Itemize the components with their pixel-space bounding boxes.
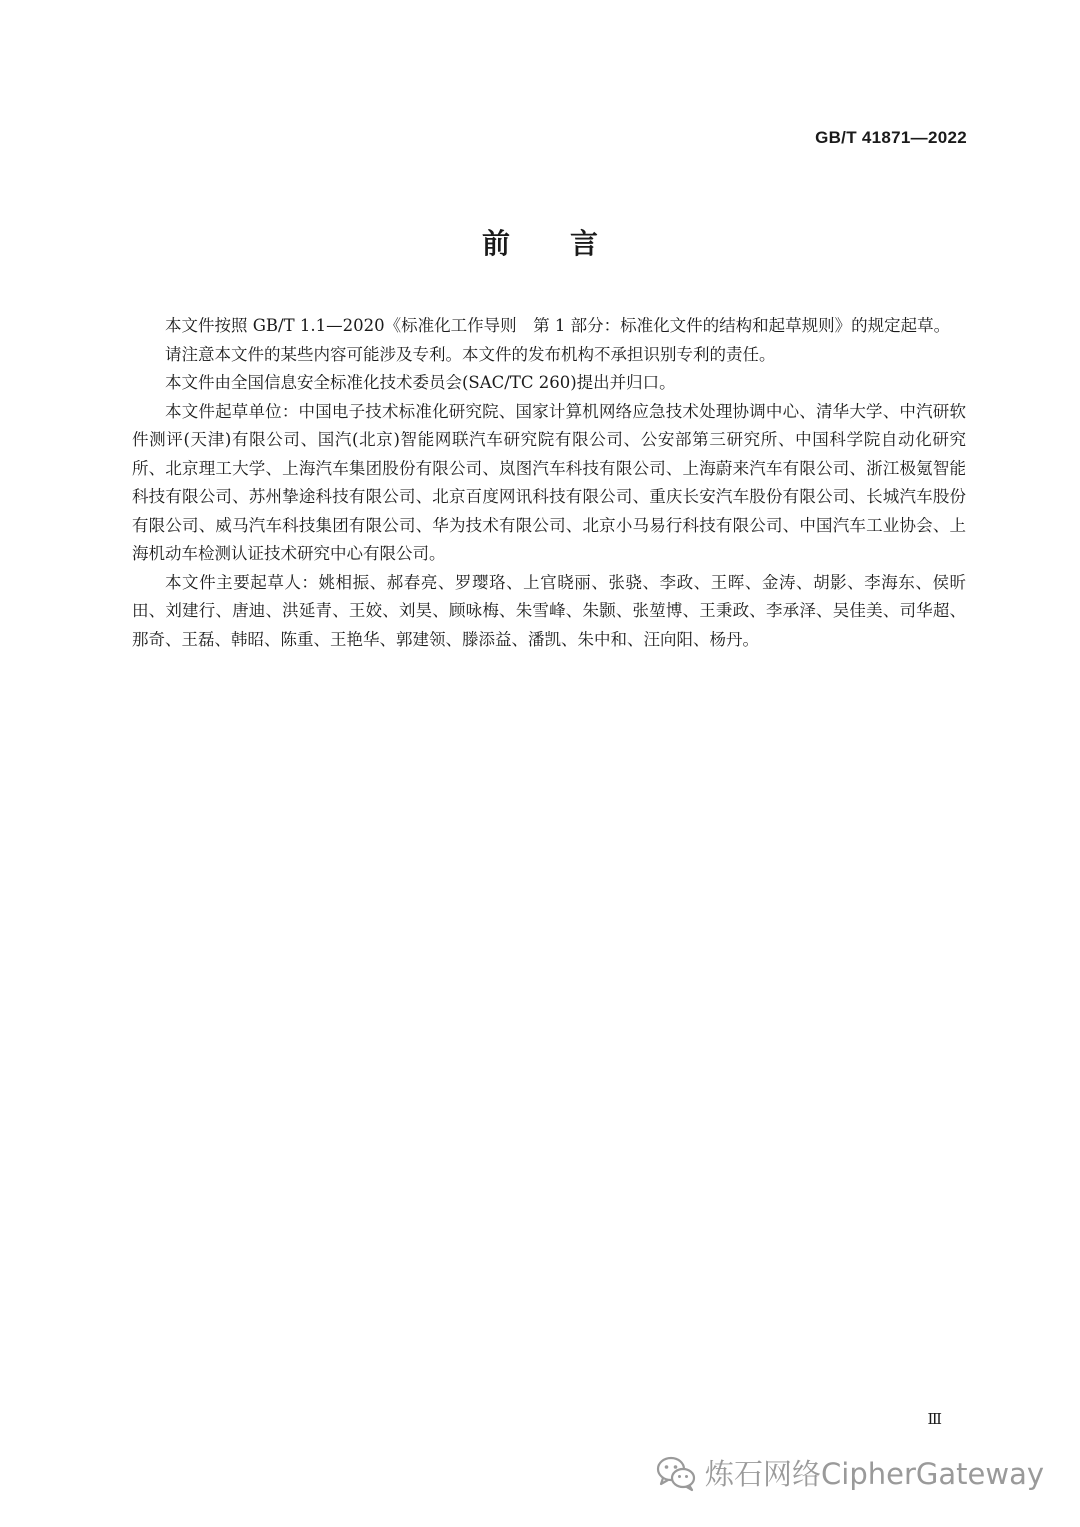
wechat-icon	[655, 1454, 697, 1492]
preface-body	[132, 312, 966, 654]
paragraph-patent-notice: 请注意本文件的某些内容可能涉及专利。本文件的发布机构不承担识别专利的责任。	[165, 344, 776, 364]
watermark	[655, 1452, 1044, 1493]
watermark-text: 炼石网络CipherGateway	[705, 1457, 1044, 1491]
page-number: Ⅲ	[927, 1410, 942, 1428]
paragraph-drafting-rules: 本文件按照 GB/T 1.1—2020《标准化工作导则 第 1 部分：标准化文件的结构和起草规则》的规定起草。	[165, 316, 951, 335]
paragraph-drafters: 本文件主要起草人：姚相振、郝春亮、罗璎珞、上官晓丽、张骁、李政、王晖、金涛、胡影、李海东、侯昕田、刘建行、唐迪、洪延青、王姣、刘昊、顾咏梅、朱雪峰、朱颢、张堃博、王秉政、李承泽、吴佳美、司华超、那奇、王磊、韩昭、陈重、王艳华、郭建领、滕添益、潘凯、朱中和、汪向阳、杨丹。	[132, 572, 966, 649]
standard-number: GB/T 41871—2022	[815, 128, 967, 147]
paragraph-drafting-units: 本文件起草单位：中国电子技术标准化研究院、国家计算机网络应急技术处理协调中心、清华大学、中汽研软件测评(天津)有限公司、国汽(北京)智能网联汽车研究院有限公司、公安部第三研究所、中国科学院自动化研究所、北京理工大学、上海汽车集团股份有限公司、岚图汽车科技有限公司、上海蔚来汽车有限公司、浙江极氪智能科技有限公司、苏州挚途科技有限公司、北京百度网讯科技有限公司、重庆长安汽车股份有限公司、长城汽车股份有限公司、威马汽车科技集团有限公司、华为技术有限公司、北京小马易行科技有限公司、中国汽车工业协会、上海机动车检测认证技术研究中心有限公司。	[132, 401, 966, 563]
page-title: 前言	[481, 227, 658, 260]
paragraph-proposer: 本文件由全国信息安全标准化技术委员会(SAC/TC 260)提出并归口。	[165, 373, 676, 392]
